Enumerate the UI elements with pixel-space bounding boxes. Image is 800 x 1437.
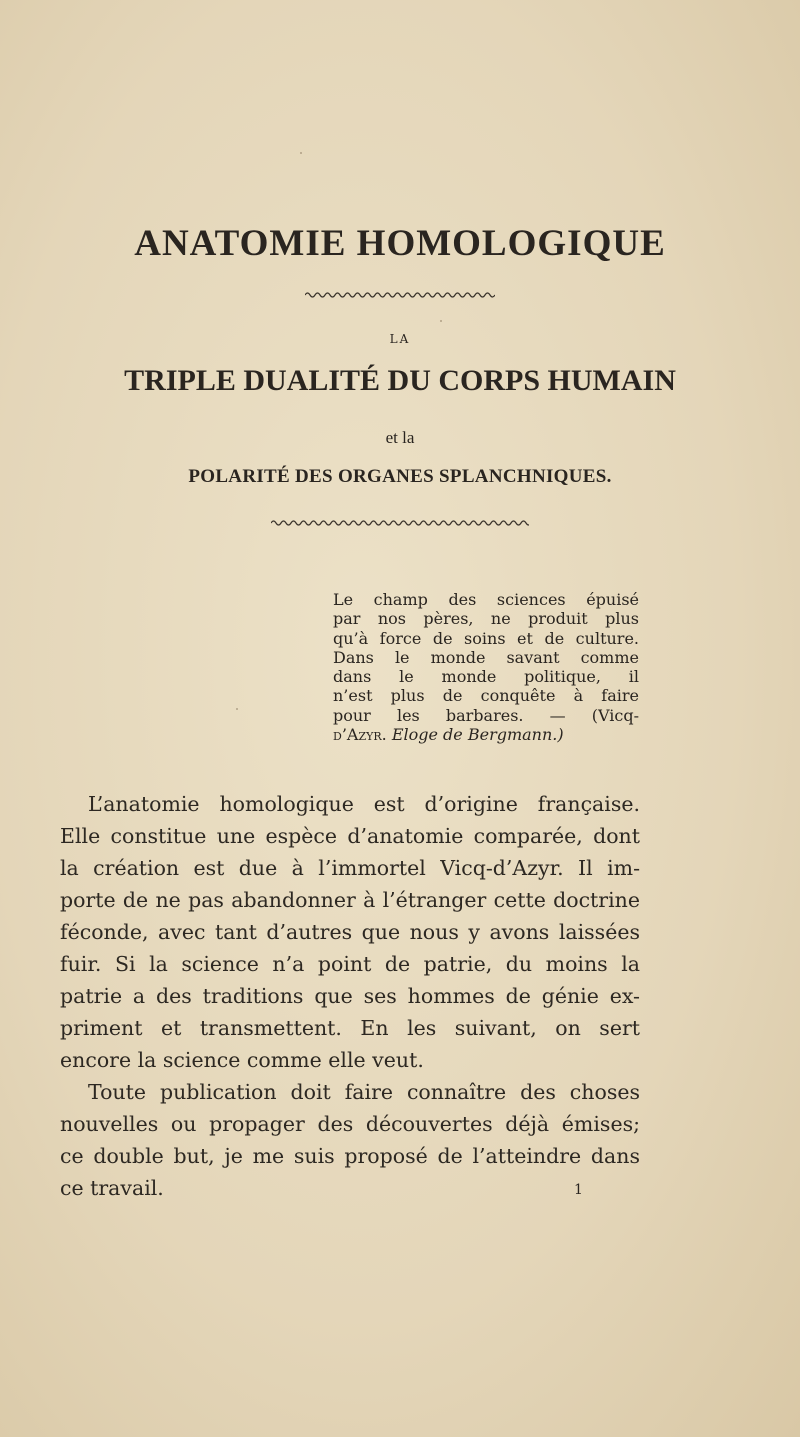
body-line: patrie a des traditions que ses hommes de génie ex- xyxy=(60,984,640,1008)
body-line: encore la science comme elle veut. xyxy=(60,1048,424,1072)
paper-speck xyxy=(440,320,442,322)
epigraph-author: d’Azyr. xyxy=(333,725,387,745)
epigraph-line: par nos pères, ne produit plus xyxy=(333,609,639,629)
epigraph-attribution xyxy=(333,725,639,744)
epigraph-line: Le champ des sciences épuisé xyxy=(333,590,639,609)
body-line: Elle constitue une espèce d’anatomie comparée, dont xyxy=(60,824,640,848)
subtitle: TRIPLE DUALITÉ DU CORPS HUMAIN xyxy=(124,364,676,397)
body-text xyxy=(60,788,640,1204)
epigraph-work: Eloge de Bergmann.) xyxy=(391,725,564,745)
body-line: priment et transmettent. En les suivant, on sert xyxy=(60,1016,640,1040)
epigraph-line: Dans le monde savant comme xyxy=(333,647,639,667)
wavy-rule-bottom xyxy=(0,514,800,533)
body-line: porte de ne pas abandonner à l’étranger cette doctrine xyxy=(60,888,640,912)
body-line: ce double but, je me suis proposé de l’atteindre dans xyxy=(60,1144,640,1168)
article-label: LA xyxy=(389,332,411,346)
body-line: L’anatomie homologique est d’origine française. xyxy=(88,792,640,816)
body-line: la création est due à l’immortel Vicq-d’Azyr. Il im- xyxy=(60,856,640,880)
paper-speck xyxy=(236,708,238,710)
conjunction-text: et la xyxy=(385,428,415,447)
body-line: ce travail. xyxy=(60,1176,164,1200)
epigraph-line: dans le monde politique, il xyxy=(333,667,639,687)
body-line: Toute publication doit faire connaître des choses xyxy=(88,1080,640,1104)
wavy-rule-top xyxy=(0,286,800,305)
epigraph-line: n’est plus de conquête à faire xyxy=(333,686,639,706)
paper-speck xyxy=(300,152,302,154)
epigraph xyxy=(333,590,639,744)
body-line: nouvelles ou propager des découvertes déjà émises; xyxy=(60,1112,640,1136)
page-number: 1 xyxy=(574,1182,583,1198)
epigraph-line: qu’à force de soins et de culture. xyxy=(333,628,639,648)
body-line: fuir. Si la science n’a point de patrie, du moins la xyxy=(60,952,640,976)
body-line: féconde, avec tant d’autres que nous y avons laissées xyxy=(60,920,640,944)
epigraph-line: pour les barbares. — (Vicq- xyxy=(333,705,639,725)
subtitle-continuation: POLARITÉ DES ORGANES SPLANCHNIQUES. xyxy=(188,466,612,487)
main-title: ANATOMIE HOMOLOGIQUE xyxy=(134,223,666,264)
